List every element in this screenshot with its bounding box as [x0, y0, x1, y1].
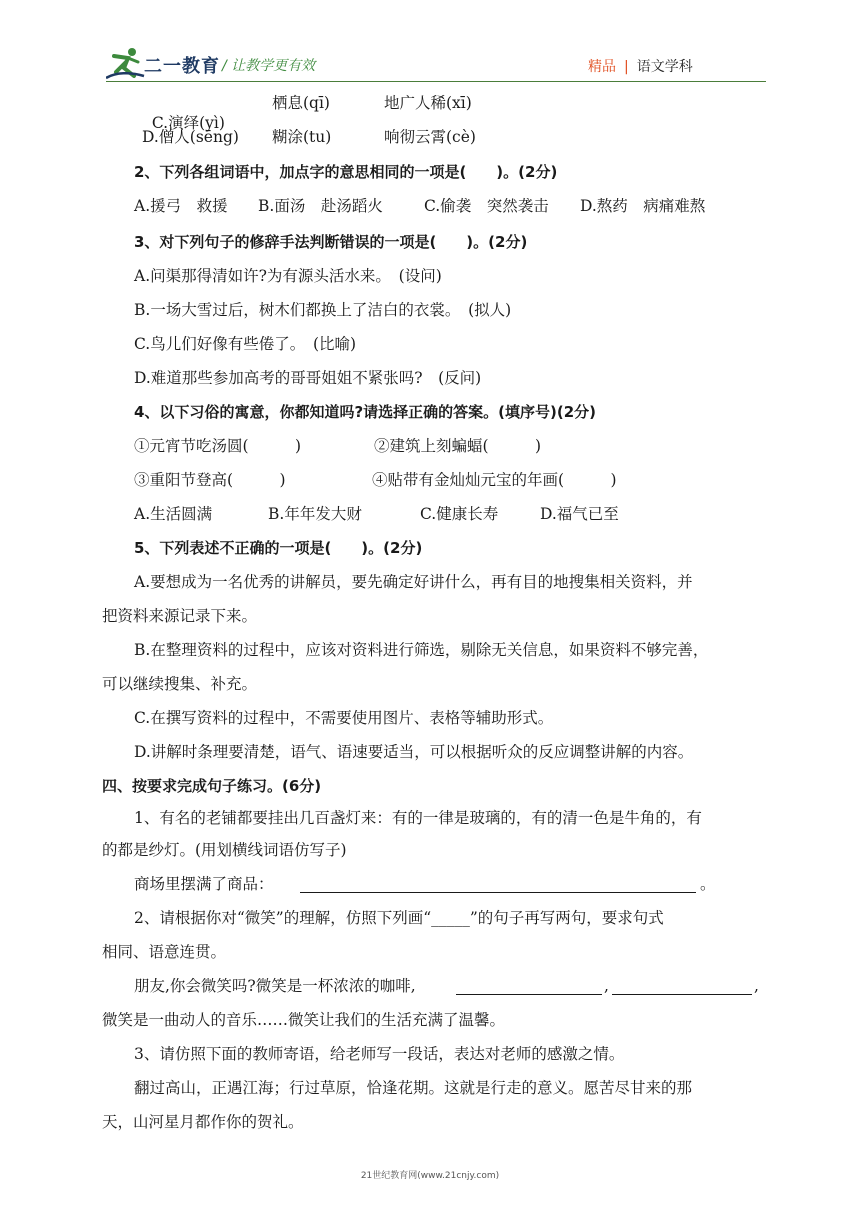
slogan: / 让教学更有效	[222, 58, 316, 74]
s4-q3-line1: 3、请仿照下面的教师寄语，给老师写一段话，表达对老师的感激之情。	[134, 1045, 625, 1063]
subject-label: 语文学科	[636, 59, 693, 75]
header-separator: |	[624, 59, 629, 75]
q4-item-3: ③重阳节登高( )	[134, 471, 286, 489]
q4-option-d: D.福气已至	[540, 505, 619, 523]
section4-title: 四、按要求完成句子练习。(6分)	[102, 777, 322, 795]
header-right	[588, 56, 693, 76]
q3-option-c: C.鸟儿们好像有些倦了。 (比喻)	[134, 335, 357, 353]
q3-option-b: B.一场大雪过后，树木们都换上了洁白的衣裳。 (拟人)	[134, 301, 512, 319]
q4-option-c: C.健康长寿	[420, 505, 499, 523]
logo	[106, 46, 232, 80]
s4-q2-end: ,	[754, 977, 759, 995]
s4-q2-line1: 2、请根据你对“微笑”的理解，仿照下列画“_____”的句子再写两句，要求句式	[134, 909, 664, 927]
s4-q1-line1: 1、有名的老铺都要挂出几百盏灯来：有的一律是玻璃的，有的清一色是牛角的，有	[134, 809, 702, 827]
q5-option-a-line1: A.要想成为一名优秀的讲解员，要先确定好讲什么，再有目的地搜集相关资料，并	[134, 573, 693, 591]
q1-c-word2: 栖息(qī)	[272, 94, 330, 112]
q2-option-a: A.援弓 救援	[134, 197, 228, 215]
q1-d-word3: 响彻云霄(cè)	[384, 128, 476, 146]
s4-q2-comma: ,	[604, 977, 609, 995]
runner-logo-icon	[106, 46, 146, 80]
s4-q2-line4: 微笑是一曲动人的音乐……微笑让我们的生活充满了温馨。	[102, 1011, 506, 1029]
s4-q1-prompt: 商场里摆满了商品：	[134, 875, 274, 893]
header-divider	[106, 81, 766, 82]
q2-stem: 2、下列各组词语中，加点字的意思相同的一项是( )。(2分)	[134, 163, 558, 181]
premium-label: 精品	[588, 59, 616, 75]
page-header	[0, 0, 860, 90]
s4-q1-line2: 的都是纱灯。(用划横线词语仿写子)	[102, 841, 347, 859]
q1-d-word1: D.僧人(sēng)	[142, 128, 239, 146]
q3-option-a: A.问渠那得清如许?为有源头活水来。 (设问)	[134, 267, 442, 285]
q1-c-word1: C.演绎(yì)	[151, 114, 225, 132]
q4-option-a: A.生活圆满	[134, 505, 213, 523]
s4-q2-line2: 相同、语意连贯。	[102, 943, 227, 961]
q5-option-b-line2: 可以继续搜集、补充。	[102, 675, 258, 693]
q1-d-word2: 糊涂(tu)	[272, 128, 332, 146]
q3-stem: 3、对下列句子的修辞手法判断错误的一项是( )。(2分)	[134, 233, 528, 251]
s4-q2-answer-blank-2[interactable]	[612, 978, 752, 995]
q2-option-d: D.熬药 病痛难熬	[580, 197, 706, 215]
s4-q3-line2: 翻过高山，正遇江海；行过草原，恰逢花期。这就是行走的意义。愿苦尽甘来的那	[134, 1079, 693, 1097]
s4-q2-answer-blank-1[interactable]	[456, 978, 602, 995]
q4-option-b: B.年年发大财	[268, 505, 362, 523]
q5-stem: 5、下列表述不正确的一项是( )。(2分)	[134, 539, 423, 557]
q2-option-b: B.面汤 赴汤蹈火	[258, 197, 383, 215]
q1-c-word3: 地广人稀(xī)	[384, 94, 472, 112]
q5-option-a-line2: 把资料来源记录下来。	[102, 607, 258, 625]
q2-option-c: C.偷袭 突然袭击	[424, 197, 549, 215]
q5-option-c: C.在撰写资料的过程中，不需要使用图片、表格等辅助形式。	[134, 709, 554, 727]
q4-item-2: ②建筑上刻蝙蝠( )	[374, 437, 542, 455]
q3-option-d: D.难道那些参加高考的哥哥姐姐不紧张吗? (反问)	[134, 369, 482, 387]
q5-option-b-line1: B.在整理资料的过程中，应该对资料进行筛选，剔除无关信息，如果资料不够完善，	[134, 641, 709, 659]
logo-text: 二一教育	[144, 56, 220, 77]
q4-stem: 4、以下习俗的寓意，你都知道吗?请选择正确的答案。(填序号)(2分)	[134, 403, 596, 421]
q4-item-1: ①元宵节吃汤圆( )	[134, 437, 302, 455]
s4-q1-end: 。	[700, 875, 716, 893]
q4-item-4: ④贴带有金灿灿元宝的年画( )	[372, 471, 617, 489]
s4-q3-line3: 天，山河星月都作你的贺礼。	[102, 1113, 304, 1131]
q5-option-d: D.讲解时条理要清楚，语气、语速要适当，可以根据听众的反应调整讲解的内容。	[134, 743, 694, 761]
page-footer: 21世纪教育网(www.21cnjy.com)	[360, 1171, 500, 1181]
s4-q1-answer-blank[interactable]	[300, 876, 696, 893]
s4-q2-prompt: 朋友,你会微笑吗?微笑是一杯浓浓的咖啡,	[134, 977, 416, 995]
